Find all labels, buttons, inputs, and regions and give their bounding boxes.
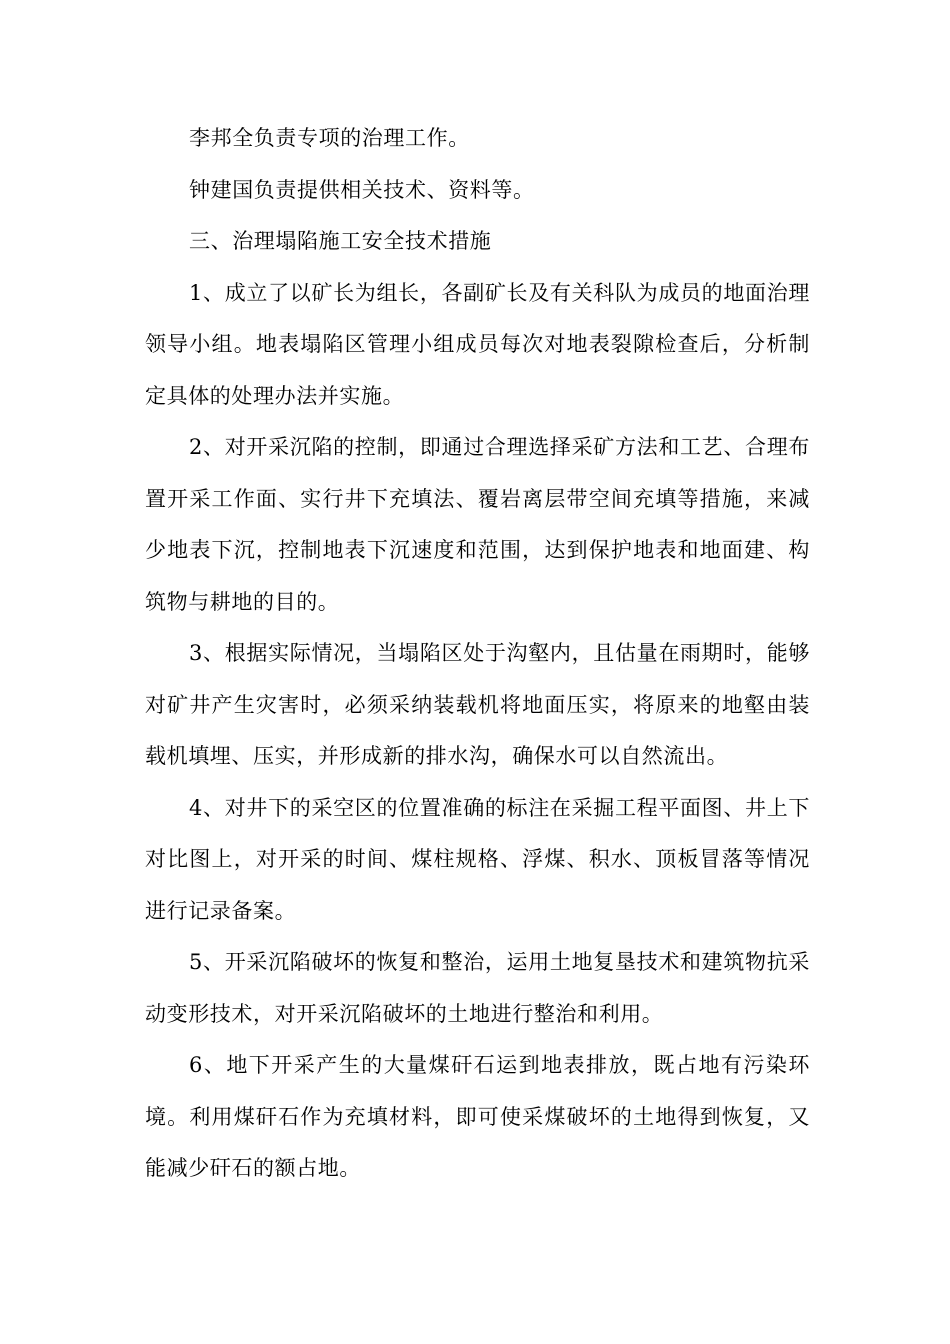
- paragraph-item-6: 6、地下开采产生的大量煤矸石运到地表排放，既占地有污染环境。利用煤矸石作为充填材料，即可使采煤破坏的土地得到恢复，又能减少矸石的额占地。: [145, 1053, 810, 1180]
- paragraph-responsible-zhong: 钟建国负责提供相关技术、资料等。: [189, 177, 535, 202]
- document-body: [145, 113, 810, 1195]
- paragraph-item-3: 3、根据实际情况，当塌陷区处于沟壑内，且估量在雨期时，能够对矿井产生灾害时，必须采纳装载机将地面压实，将原来的地壑由装载机填埋、压实，并形成新的排水沟，确保水可以自然流出。: [145, 641, 810, 768]
- paragraph-item-1: 1、成立了以矿长为组长，各副矿长及有关科队为成员的地面治理领导小组。地表塌陷区管理小组成员每次对地表裂隙检查后，分析制定具体的处理办法并实施。: [145, 280, 810, 408]
- section-heading: 三、治理塌陷施工安全技术措施: [189, 229, 492, 253]
- paragraph-responsible-li: 李邦全负责专项的治理工作。: [189, 126, 470, 150]
- paragraph-item-4: 4、对井下的采空区的位置准确的标注在采掘工程平面图、井上下对比图上，对开采的时间、煤柱规格、浮煤、积水、顶板冒落等情况进行记录备案。: [145, 795, 810, 923]
- paragraph-item-5: 5、开采沉陷破坏的恢复和整治，运用土地复垦技术和建筑物抗采动变形技术，对开采沉陷破坏的土地进行整治和利用。: [145, 950, 810, 1026]
- paragraph-item-2: 2、对开采沉陷的控制，即通过合理选择采矿方法和工艺、合理布置开采工作面、实行井下充填法、覆岩离层带空间充填等措施，来减少地表下沉，控制地表下沉速度和范围，达到保护地表和地面建、构筑物与耕地的目的。: [145, 435, 810, 614]
